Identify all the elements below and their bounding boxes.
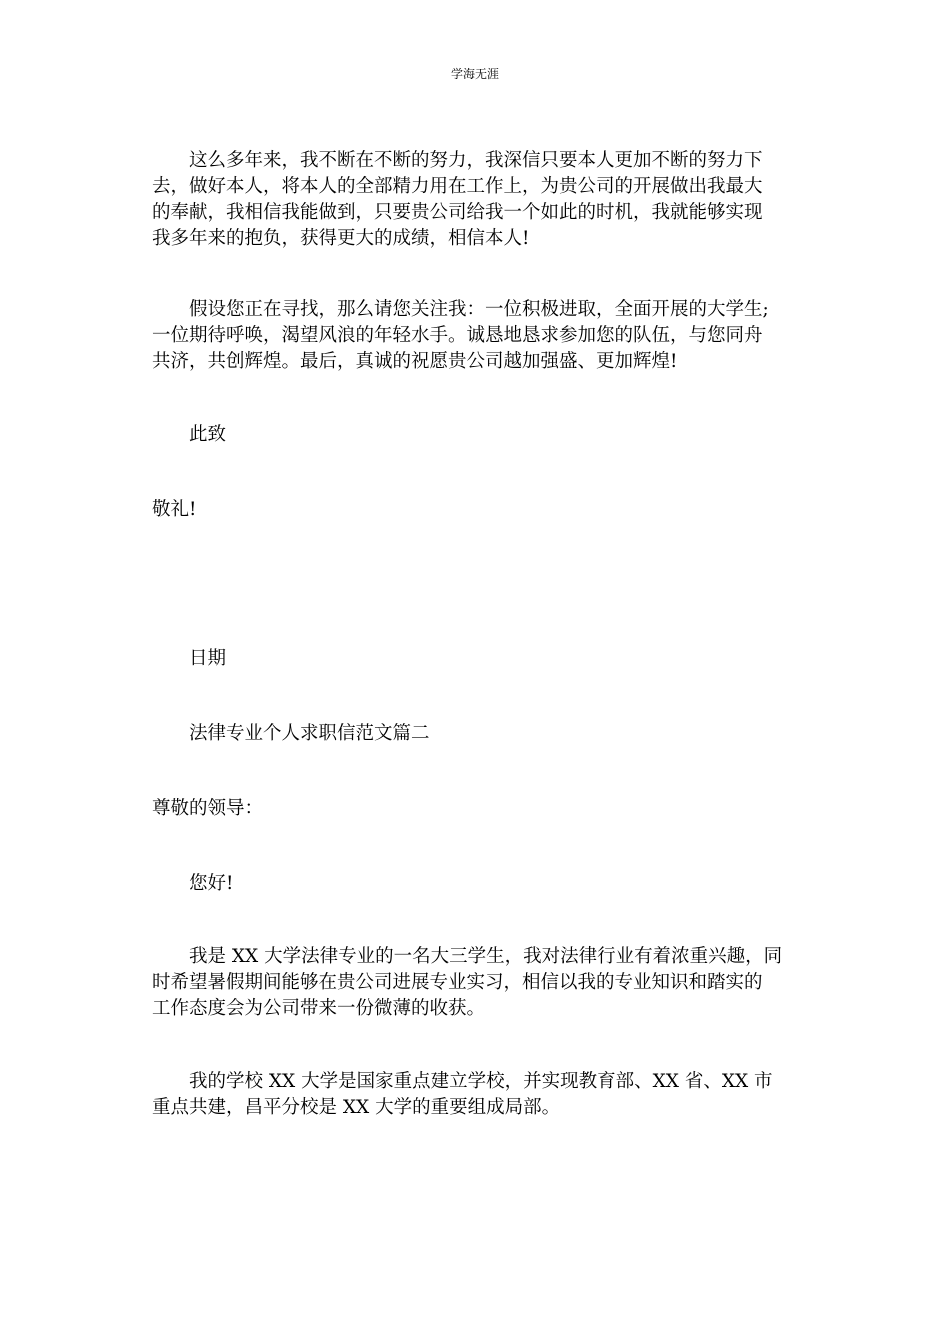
paragraph-2 <box>189 297 800 323</box>
paragraph-3 <box>189 944 800 970</box>
paragraph-line: 我是 XX 大学法律专业的一名大三学生，我对法律行业有着浓重兴趣，同 <box>189 946 783 967</box>
paragraph-line: 假设您正在寻找，那么请您关注我：一位积极进取，全面开展的大学生; <box>189 299 769 320</box>
date-line: 日期 <box>189 648 227 669</box>
paragraph-line: 我的学校 XX 大学是国家重点建立学校，并实现教育部、XX 省、XX 市 <box>189 1071 773 1092</box>
paragraph-line: 我多年来的抱负，获得更大的成绩，相信本人! <box>152 228 530 249</box>
paragraph-3-continued <box>152 970 800 1022</box>
salutation: 尊敬的领导： <box>152 798 264 819</box>
greeting: 您好! <box>189 873 234 894</box>
closing-phrase: 此致 <box>189 424 227 445</box>
paragraph-line: 共济，共创辉煌。最后，真诚的祝愿贵公司越加强盛、更加辉煌! <box>152 351 678 372</box>
paragraph-4-continued <box>152 1095 800 1121</box>
paragraph-line: 时希望暑假期间能够在贵公司进展专业实习，相信以我的专业知识和踏实的 <box>152 972 763 993</box>
paragraph-line: 的奉献，我相信我能做到，只要贵公司给我一个如此的时机，我就能够实现 <box>152 202 763 223</box>
paragraph-line: 重点共建，昌平分校是 XX 大学的重要组成局部。 <box>152 1097 561 1118</box>
paragraph-line: 这么多年来，我不断在不断的努力，我深信只要本人更加不断的努力下 <box>189 150 763 171</box>
closing-salute: 敬礼! <box>152 499 197 520</box>
paragraph-line: 一位期待呼唤，渴望风浪的年轻水手。诚恳地恳求参加您的队伍，与您同舟 <box>152 325 763 346</box>
paragraph-4 <box>189 1069 800 1095</box>
paragraph-line: 工作态度会为公司带来一份微薄的收获。 <box>152 998 486 1019</box>
paragraph-1 <box>189 148 800 174</box>
page-header: 学海无涯 <box>450 67 499 81</box>
paragraph-2-continued <box>152 323 800 375</box>
section-title: 法律专业个人求职信范文篇二 <box>189 723 430 744</box>
paragraph-1-continued <box>152 174 800 252</box>
paragraph-line: 去，做好本人，将本人的全部精力用在工作上，为贵公司的开展做出我最大 <box>152 176 763 197</box>
